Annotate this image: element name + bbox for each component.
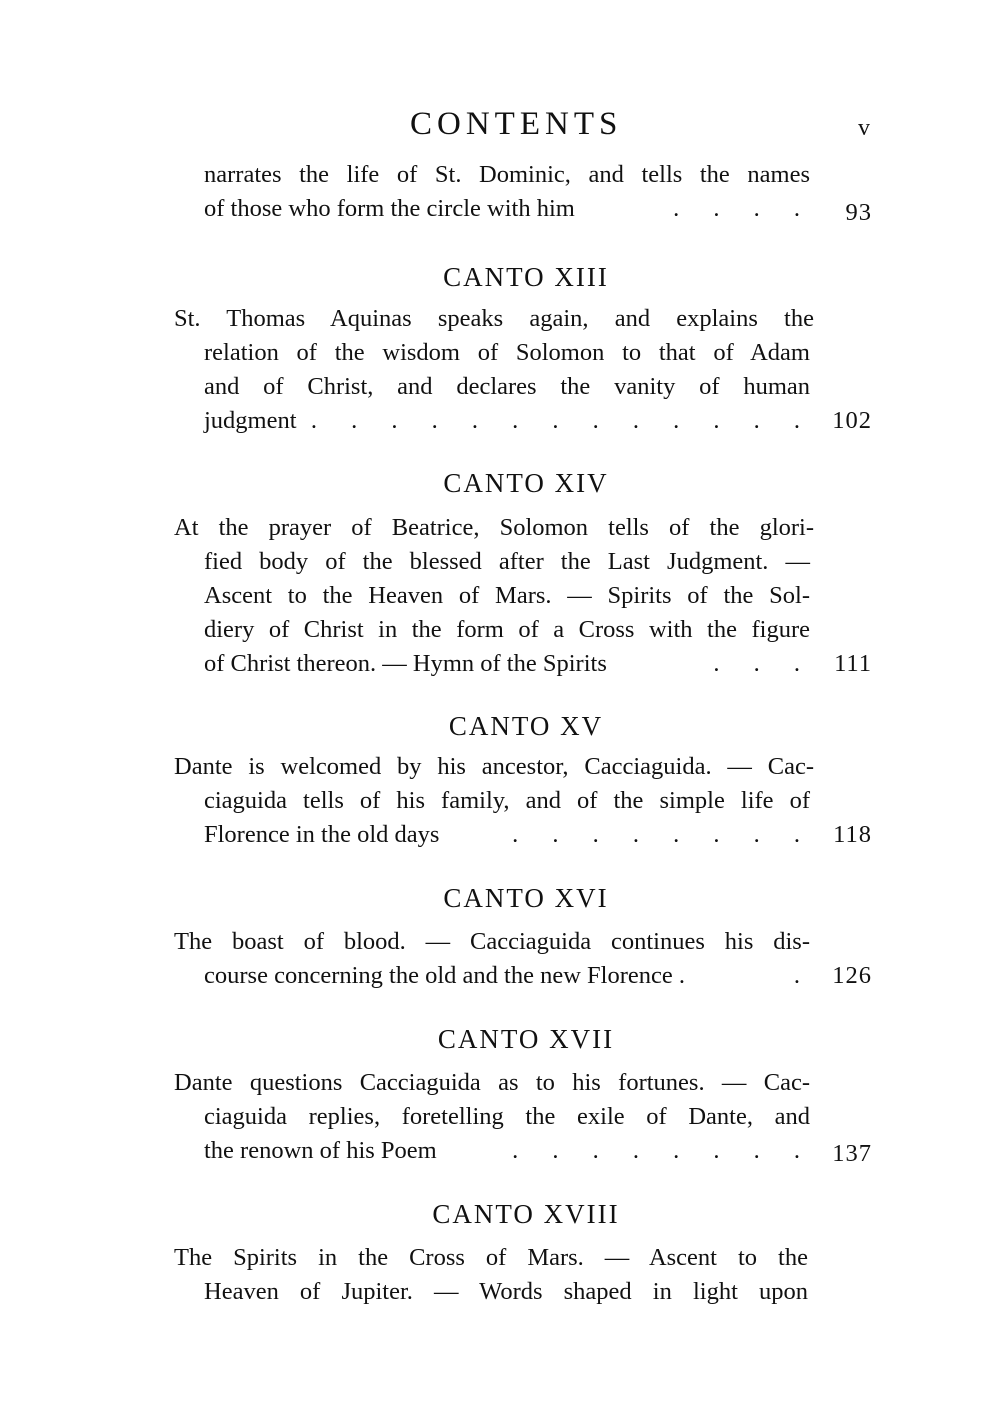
- toc-entry-canto-xiv: [174, 511, 872, 681]
- canto-heading-xviii: CANTO XVIII: [432, 1199, 620, 1229]
- dot-leader: . . . . . . . .: [512, 1137, 814, 1164]
- dot-leader: . . . . . . . .: [512, 821, 814, 848]
- entry-line: St. Thomas Aquinas speaks again, and explains the: [174, 305, 814, 332]
- entry-line: Florence in the old days . . . . . . . . 118: [174, 818, 872, 852]
- toc-entry-canto-xv: [174, 750, 872, 852]
- entry-line: relation of the wisdom of Solomon to that of Adam: [204, 339, 810, 366]
- toc-entry-canto-xviii: [174, 1241, 872, 1309]
- entry-line: judgment . . . . . . . . . . . . . 102: [174, 404, 872, 438]
- toc-entry-canto-xiii: [174, 302, 872, 438]
- entry-line: course concerning the old and the new Florence . . 126: [174, 959, 872, 993]
- canto-heading-xvi: CANTO XVI: [443, 883, 609, 913]
- toc-entry-canto-xvii: [174, 1066, 872, 1168]
- toc-entry-continuation: [174, 158, 872, 226]
- page-number: 126: [832, 962, 872, 989]
- entry-line: diery of Christ in the form of a Cross with the figure: [204, 616, 810, 643]
- canto-heading-xiv: CANTO XIV: [443, 468, 609, 498]
- dot-leader: . . . . . . . . . . . . .: [310, 407, 814, 434]
- entry-line: of those who form the circle with him . . . . 93: [174, 192, 872, 226]
- canto-heading-xvii: CANTO XVII: [437, 1024, 615, 1054]
- entry-line: ciaguida tells of his family, and of the simple life of: [204, 787, 810, 814]
- entry-line: Dante questions Cacciaguida as to his fortunes. — Cac-: [174, 1069, 810, 1096]
- entry-line: of Christ thereon. — Hymn of the Spirits . . . 111: [174, 647, 872, 681]
- running-head: [0, 104, 1000, 144]
- page-number: 137: [832, 1140, 872, 1167]
- toc-entry-canto-xvi: [174, 925, 872, 993]
- running-title: CONTENTS: [410, 106, 623, 142]
- folio-number: v: [858, 115, 870, 141]
- entry-line: Dante is welcomed by his ancestor, Cacciaguida. — Cac-: [174, 753, 814, 780]
- dot-leader: . . .: [713, 650, 814, 677]
- entry-line: The boast of blood. — Cacciaguida continues his dis-: [174, 928, 810, 955]
- entry-line: the renown of his Poem . . . . . . . . 137: [174, 1134, 872, 1168]
- entry-line: and of Christ, and declares the vanity of human: [204, 373, 810, 400]
- entry-line: fied body of the blessed after the Last Judgment. —: [204, 548, 810, 575]
- page-number: 118: [833, 821, 872, 848]
- entry-line: At the prayer of Beatrice, Solomon tells of the glori-: [174, 514, 814, 541]
- canto-heading-xv: CANTO XV: [448, 711, 604, 741]
- entry-line: ciaguida replies, foretelling the exile of Dante, and: [204, 1103, 810, 1130]
- entry-line: The Spirits in the Cross of Mars. — Ascent to the: [174, 1244, 808, 1271]
- dot-leader: . . . .: [673, 195, 814, 222]
- canto-heading-xiii: CANTO XIII: [443, 262, 609, 292]
- page-number: 93: [845, 199, 872, 226]
- entry-line: Ascent to the Heaven of Mars. — Spirits of the Sol-: [204, 582, 810, 609]
- entry-line: narrates the life of St. Dominic, and tells the names: [204, 161, 810, 188]
- page-number: 111: [834, 650, 872, 677]
- dot-leader: .: [793, 962, 814, 989]
- entry-line: Heaven of Jupiter. — Words shaped in light upon: [204, 1278, 808, 1305]
- page-number: 102: [832, 407, 872, 434]
